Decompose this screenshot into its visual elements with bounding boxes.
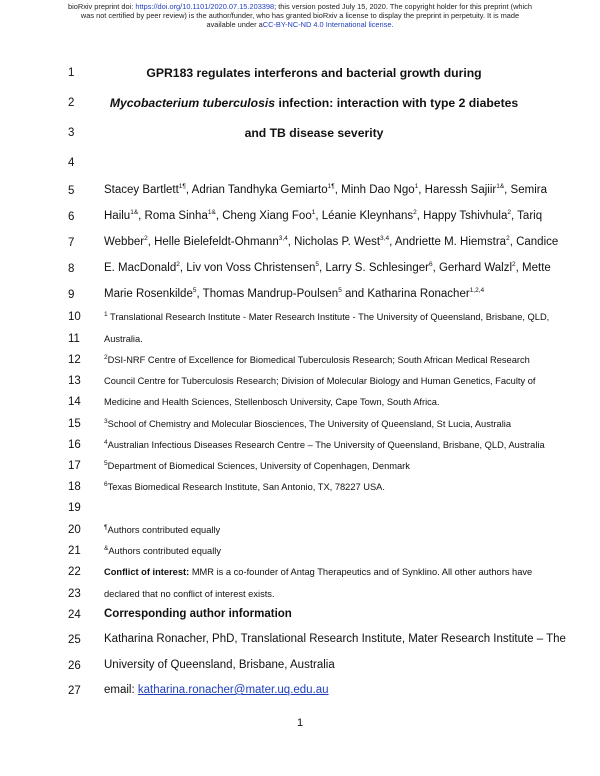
license-link[interactable]: CC-BY-NC-ND 4.0 International license [262, 20, 392, 30]
line-number: 26 [68, 660, 81, 672]
line-number: 1 [68, 67, 75, 79]
line-number: 4 [68, 157, 75, 169]
author-line [104, 288, 524, 300]
author-superscript: 1,2,4 [469, 287, 485, 295]
author-name: Marie Rosenkilde [104, 288, 193, 300]
preprint-banner [18, 2, 582, 30]
author-superscript: 5 [338, 287, 342, 295]
author-superscript: 3,4 [278, 235, 288, 243]
corresponding-heading: Corresponding author information [104, 608, 292, 620]
author-name: , Semira [504, 184, 547, 196]
author-line [104, 183, 547, 196]
corresponding-email-line [104, 684, 524, 696]
line-number: 15 [68, 418, 81, 430]
author-superscript: 1¶ [178, 183, 186, 191]
affiliation-3 [104, 419, 524, 429]
conflict-text: MMR is a co-founder of Antag Therapeutics and of Synklino. All other authors have [189, 567, 533, 577]
note-symbol: ¶ [104, 523, 108, 531]
author-superscript: 5 [315, 261, 319, 269]
author-line [104, 261, 551, 274]
line-number: 22 [68, 566, 81, 578]
author-name: , Thomas Mandrup-Poulsen [196, 288, 339, 300]
title-line-2 [104, 96, 524, 110]
author-name: , Andriette M. Hiemstra [389, 236, 507, 248]
line-number: 21 [68, 545, 81, 557]
author-superscript: 2 [176, 261, 180, 269]
email-label: email: [104, 684, 138, 696]
banner-line-3 [18, 20, 582, 29]
affiliation-superscript: 5 [104, 459, 108, 467]
banner-line-1 [18, 2, 582, 11]
line-number: 2 [68, 97, 75, 109]
author-line [104, 209, 543, 222]
affiliation-6 [104, 482, 524, 492]
author-superscript: 1 [414, 183, 419, 191]
author-name: , Liv von Voss Christensen [179, 262, 316, 274]
banner-text: . [391, 20, 394, 30]
note-text: Authors contributed equally [107, 525, 221, 535]
line-number: 9 [68, 289, 75, 301]
author-name: , Larry S. Schlesinger [319, 262, 429, 274]
line-number: 17 [68, 460, 81, 472]
corresponding-address: Katharina Ronacher, PhD, Translational Research Institute, Mater Research Institute – The [104, 633, 566, 645]
author-superscript: 1 [311, 209, 316, 217]
author-superscript: 2 [512, 261, 516, 269]
line-number: 8 [68, 263, 75, 275]
affiliation-superscript: 3 [104, 417, 108, 425]
banner-line-2: was not certified by peer review) is the author/funder, who has granted bioRxiv a license to display the preprint in perpetuity. It is made [80, 11, 520, 21]
line-number: 6 [68, 211, 75, 223]
affiliation-superscript: 2 [104, 353, 108, 361]
doi-link[interactable]: https://doi.org/10.1101/2020.07.15.203398 [135, 2, 275, 11]
affiliation-superscript: 4 [104, 438, 108, 446]
author-superscript: 2 [413, 209, 417, 217]
author-superscript: 3,4 [380, 235, 390, 243]
author-name: , Mette [515, 262, 551, 274]
affiliation-5 [104, 461, 524, 471]
equal-contribution-note [104, 546, 524, 556]
author-name: and Katharina Ronacher [341, 288, 470, 300]
line-number: 27 [68, 685, 81, 697]
author-superscript: 5 [192, 287, 197, 295]
affiliation-2-cont: Council Centre for Tuberculosis Research; Division of Molecular Biology and Human Genetics, Faculty of [104, 376, 536, 386]
author-name: , Happy Tshivhula [416, 210, 508, 222]
author-superscript: 2 [506, 235, 510, 243]
line-number: 25 [68, 634, 81, 646]
affiliation-4 [104, 438, 545, 450]
affiliation-text: School of Chemistry and Molecular Biosciences, The University of Queensland, St Lucia, Australia [107, 419, 512, 429]
author-name: , Adrian Tandhyka Gemiarto [185, 184, 328, 196]
title-line-3: and TB disease severity [244, 126, 384, 140]
title-line-1: GPR183 regulates interferons and bacterial growth during [146, 66, 482, 80]
author-name: Webber [104, 236, 145, 248]
email-link[interactable]: katharina.ronacher@mater.uq.edu.au [137, 684, 329, 696]
line-number: 14 [68, 396, 81, 408]
equal-contribution-note [104, 525, 524, 535]
note-symbol: & [104, 544, 109, 552]
line-number: 12 [68, 354, 81, 366]
line-number: 11 [68, 333, 80, 345]
conflict-of-interest [104, 567, 533, 577]
author-superscript: 2 [507, 209, 511, 217]
author-line [104, 235, 559, 248]
title-species: Mycobacterium tuberculosis [109, 96, 276, 110]
banner-text: bioRxiv preprint doi: [68, 2, 136, 11]
affiliation-text: Department of Biomedical Sciences, University of Copenhagen, Denmark [107, 461, 410, 471]
affiliation-2 [104, 353, 530, 365]
author-name: , Minh Dao Ngo [334, 184, 415, 196]
author-name: , Candice [509, 236, 559, 248]
title-text: infection: interaction with type 2 diabetes [275, 96, 519, 110]
line-number: 13 [68, 375, 81, 387]
corresponding-address-cont: University of Queensland, Brisbane, Australia [104, 659, 335, 671]
author-superscript: 6 [428, 261, 433, 269]
affiliation-superscript: 6 [104, 480, 108, 488]
author-name: , Tariq [510, 210, 543, 222]
line-number: 20 [68, 524, 81, 536]
author-superscript: 2 [144, 235, 148, 243]
conflict-of-interest-cont: declared that no conflict of interest exists. [104, 589, 275, 599]
author-name: , Nicholas P. West [287, 236, 381, 248]
author-superscript: 1& [207, 209, 216, 217]
affiliation-1-cont: Australia. [104, 334, 143, 344]
banner-text: available under a [206, 20, 263, 30]
author-name: , Haressh Sajiir [418, 184, 497, 196]
author-name: Stacey Bartlett [104, 184, 179, 196]
author-superscript: 1& [130, 209, 139, 217]
affiliation-text: DSI-NRF Centre of Excellence for Biomedical Tuberculosis Research; South African Medical Research [107, 355, 530, 365]
affiliation-1 [104, 310, 550, 322]
line-number: 18 [68, 481, 81, 493]
line-number: 5 [68, 185, 75, 197]
page-number: 1 [296, 717, 304, 729]
author-superscript: 1& [496, 183, 505, 191]
affiliation-2-cont: Medicine and Health Sciences, Stellenbosch University, Cape Town, South Africa. [104, 397, 440, 407]
note-text: Authors contributed equally [108, 546, 222, 556]
conflict-label: Conflict of interest: [104, 567, 190, 577]
line-number: 3 [68, 127, 75, 139]
line-number: 16 [68, 439, 81, 451]
banner-text: ; this version posted July 15, 2020. The copyright holder for this preprint (which [274, 2, 532, 11]
author-name: , Roma Sinha [138, 210, 208, 222]
affiliation-superscript: 1 [104, 310, 108, 318]
affiliation-text: Australian Infectious Diseases Research Centre – The University of Queensland, Brisbane, QLD, Australia [107, 440, 545, 450]
author-name: E. MacDonald [104, 262, 177, 274]
line-number: 19 [68, 502, 81, 514]
line-number: 10 [68, 311, 81, 323]
line-number: 24 [68, 609, 81, 621]
affiliation-text: Texas Biomedical Research Institute, San Antonio, TX, 78227 USA. [107, 482, 385, 492]
line-number: 23 [68, 588, 81, 600]
affiliation-text: Translational Research Institute - Mater Research Institute - The University of Queensland, Brisbane, QLD, [107, 312, 550, 322]
author-superscript: 1¶ [327, 183, 335, 191]
line-number: 7 [68, 237, 75, 249]
author-name: , Helle Bielefeldt-Ohmann [147, 236, 279, 248]
author-name: Hailu [104, 210, 131, 222]
author-name: , Gerhard Walzl [432, 262, 513, 274]
author-name: , Cheng Xiang Foo [215, 210, 312, 222]
author-name: , Léanie Kleynhans [315, 210, 414, 222]
